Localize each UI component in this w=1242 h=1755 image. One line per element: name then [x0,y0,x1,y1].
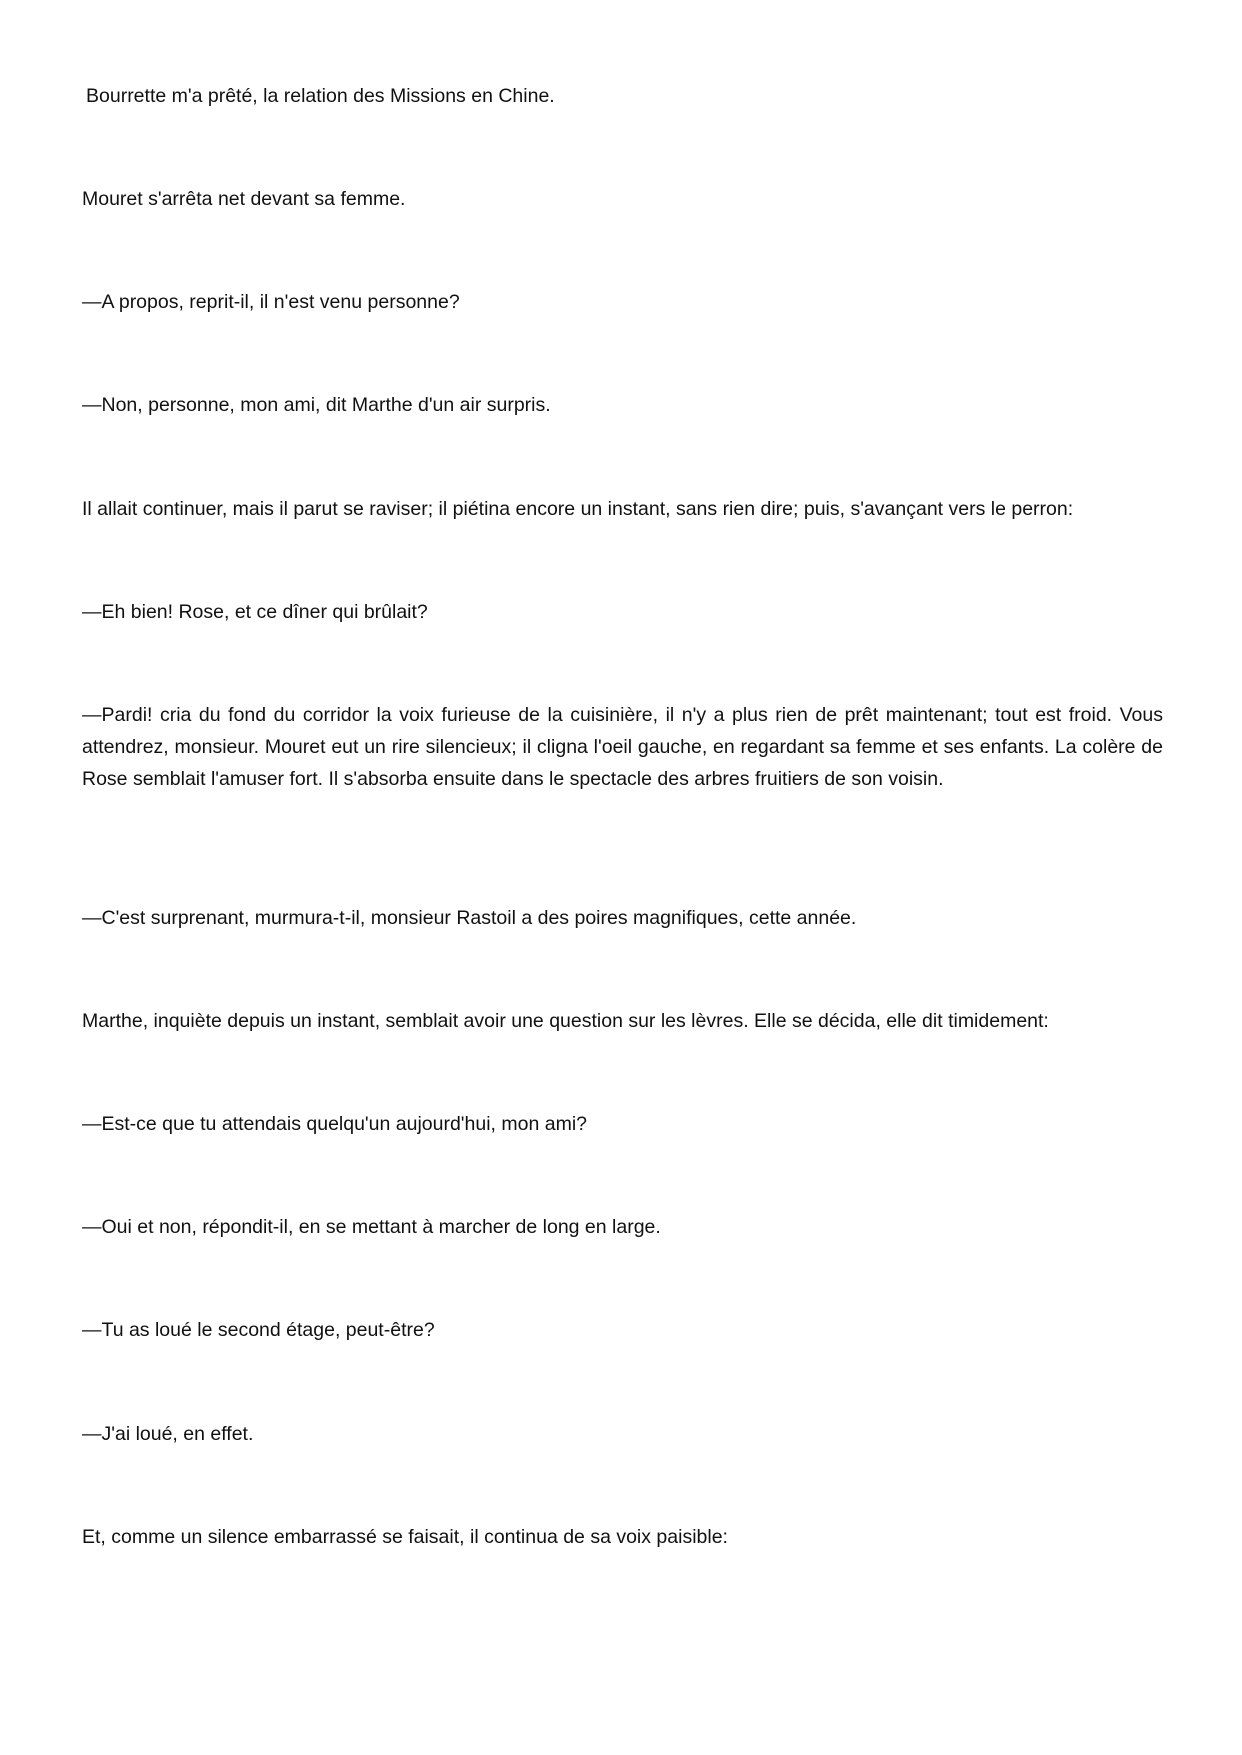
paragraph-1: Bourrette m'a prêté, la relation des Missions en Chine. [86,85,555,107]
paragraph-5: Il allait continuer, mais il parut se raviser; il piétina encore un instant, sans rien dire; puis, s'avançant vers le perron: [82,498,1074,520]
paragraph-14: Et, comme un silence embarrassé se faisait, il continua de sa voix paisible: [82,1526,728,1548]
paragraph-11: —Oui et non, répondit-il, en se mettant à marcher de long en large. [82,1216,661,1238]
paragraph-13: —J'ai loué, en effet. [82,1423,254,1445]
paragraph-12: —Tu as loué le second étage, peut-être? [82,1319,435,1341]
paragraph-4: —Non, personne, mon ami, dit Marthe d'un air surpris. [82,394,551,416]
paragraph-9: Marthe, inquiète depuis un instant, semblait avoir une question sur les lèvres. Elle se décida, elle dit timidement: [82,1010,1049,1032]
paragraph-10: —Est-ce que tu attendais quelqu'un aujourd'hui, mon ami? [82,1113,588,1135]
paragraph-6: —Eh bien! Rose, et ce dîner qui brûlait? [82,601,428,623]
paragraph-3: —A propos, reprit-il, il n'est venu personne? [82,291,460,313]
paragraph-8: —C'est surprenant, murmura-t-il, monsieur Rastoil a des poires magnifiques, cette année. [82,907,857,929]
paragraph-2: Mouret s'arrêta net devant sa femme. [82,188,406,210]
paragraph-7: —Pardi! cria du fond du corridor la voix furieuse de la cuisinière, il n'y a plus rien de prêt maintenant; tout est froid. Vous attendrez, monsieur. Mouret eut un rire silencieux; il cligna l'oeil gauche, en regardant sa femme et ses enfants. La colère de Rose semblait l'amuser fort. Il s'absorba ensuite dans le spectacle des arbres fruitiers de son voisin. [82,704,1163,790]
